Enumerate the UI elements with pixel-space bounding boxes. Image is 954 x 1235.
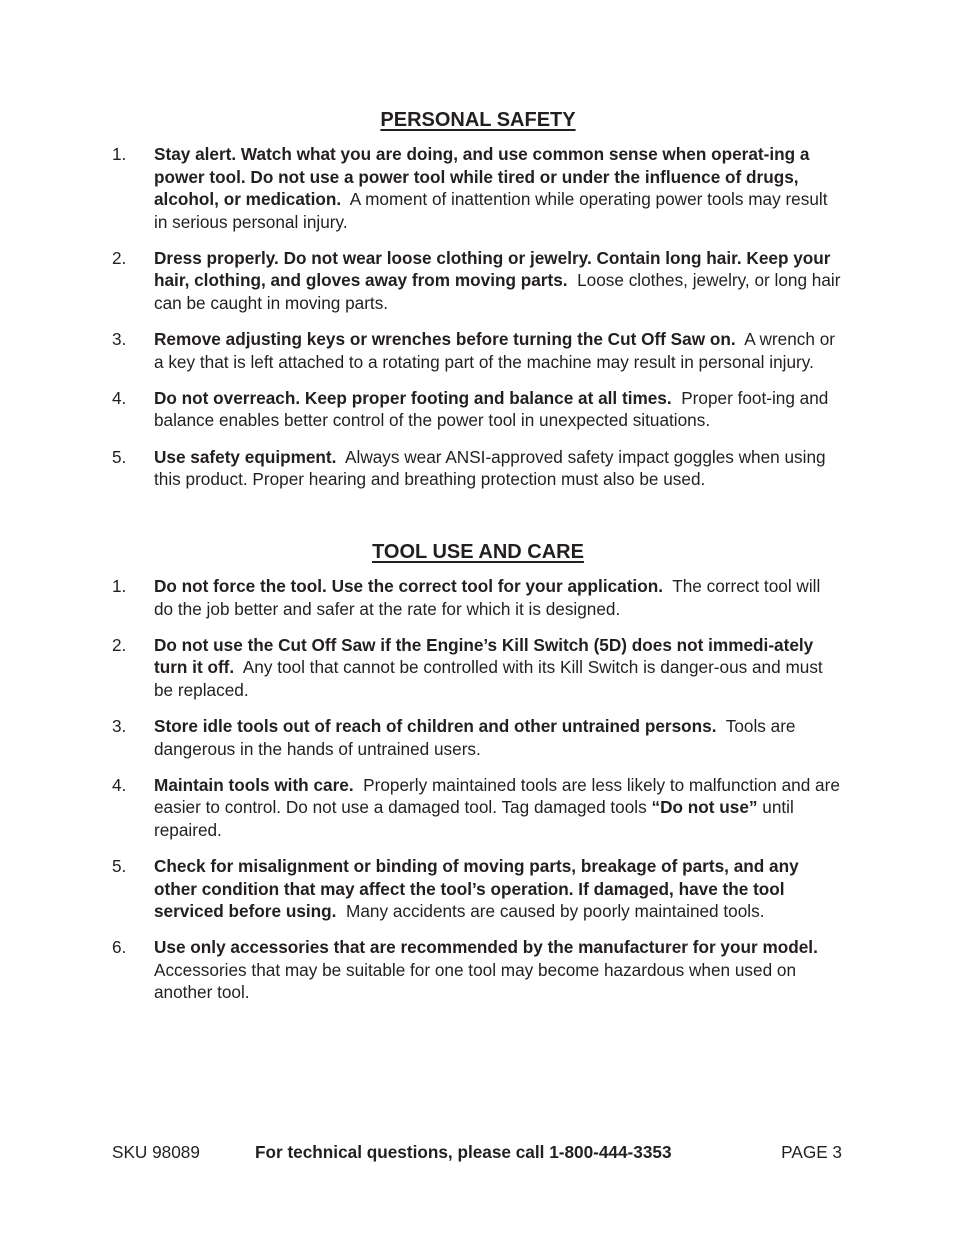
item-number: 5.	[112, 446, 127, 467]
tool-use-section	[112, 540, 844, 1018]
item-bold-text: Use safety equipment.	[154, 446, 337, 467]
list-item	[112, 446, 844, 491]
item-number: 6.	[112, 937, 127, 958]
item-text-2: until repaired.	[154, 797, 794, 840]
item-text: Always wear ANSI-approved safety impact goggles when using this product. Proper hearing and breathing protection must also be used.	[154, 446, 826, 490]
item-bold-text: Dress properly. Do not wear loose clothing or jewelry. Contain long hair. Keep your hair, clothing, and gloves away from moving parts.	[154, 247, 831, 291]
section-heading: PERSONAL SAFETY	[380, 109, 576, 131]
page-footer	[112, 1140, 842, 1164]
list-item	[112, 143, 844, 233]
sku-label: SKU 98089	[112, 1142, 200, 1162]
list-item	[112, 855, 844, 923]
item-bold-text: Do not overreach. Keep proper footing and balance at all times.	[154, 387, 672, 408]
technical-questions-line: For technical questions, please call 1-800-444-3353	[255, 1142, 672, 1162]
section-heading: TOOL USE AND CARE	[372, 541, 584, 563]
item-number: 2.	[112, 247, 127, 268]
item-number: 3.	[112, 329, 127, 350]
item-text: Many accidents are caused by poorly maintained tools.	[346, 901, 765, 922]
page-number: PAGE 3	[781, 1142, 842, 1162]
list-item	[112, 247, 844, 315]
item-bold-text: Use only accessories that are recommended by the manufacturer for your model.	[154, 937, 818, 958]
item-number: 1.	[112, 576, 127, 596]
list-item	[112, 715, 844, 760]
item-text: Proper foot-ing and balance enables better control of the power tool in unexpected situations.	[154, 387, 829, 431]
item-text: Tools are dangerous in the hands of untrained users.	[154, 715, 796, 759]
item-number: 4.	[112, 387, 127, 408]
list-item	[112, 634, 844, 702]
item-bold-text-2: “Do not use”	[651, 797, 758, 818]
item-number: 3.	[112, 715, 127, 736]
item-text: Properly maintained tools are less likely to malfunction and are easier to control. Do not use a damaged tool. Tag damaged tools	[154, 774, 840, 818]
item-number: 5.	[112, 855, 127, 876]
item-bold-text: Maintain tools with care.	[154, 774, 354, 795]
item-text: Loose clothes, jewelry, or long hair can be caught in moving parts.	[154, 270, 841, 314]
item-text: The correct tool will do the job better and safer at the rate for which it is designed.	[154, 576, 821, 619]
item-bold-text: Remove adjusting keys or wrenches before turning the Cut Off Saw on.	[154, 329, 736, 350]
item-bold-text: Check for misalignment or binding of moving parts, breakage of parts, and any other condition that may affect the tool’s operation. If damaged, have the tool serviced before using.	[154, 855, 799, 922]
item-text: A moment of inattention while operating power tools may result in serious personal injury.	[154, 189, 828, 232]
item-bold-text: Do not use the Cut Off Saw if the Engine’s Kill Switch (5D) does not immedi-ately turn it off.	[154, 634, 814, 678]
list-item	[112, 328, 844, 373]
list-item	[112, 774, 844, 842]
item-bold-text: Store idle tools out of reach of children and other untrained persons.	[154, 715, 717, 736]
item-number: 4.	[112, 774, 127, 795]
list-item	[112, 575, 844, 620]
personal-safety-section	[112, 108, 844, 504]
item-bold-text: Do not force the tool. Use the correct tool for your application.	[154, 576, 663, 596]
item-text: Any tool that cannot be controlled with its Kill Switch is danger-ous and must be replaced.	[154, 657, 823, 700]
item-bold-text: Stay alert. Watch what you are doing, and use common sense when operat-ing a power tool. Do not use a power tool while tired or under the influence of drugs, alcohol, or medication.	[154, 144, 810, 210]
list-item	[112, 387, 844, 432]
list-item	[112, 936, 844, 1004]
item-number: 1.	[112, 144, 127, 164]
item-text: Accessories that may be suitable for one tool may become hazardous when used on another tool.	[154, 959, 797, 1003]
item-number: 2.	[112, 634, 127, 655]
item-text: A wrench or a key that is left attached to a rotating part of the machine may result in personal injury.	[154, 329, 835, 372]
